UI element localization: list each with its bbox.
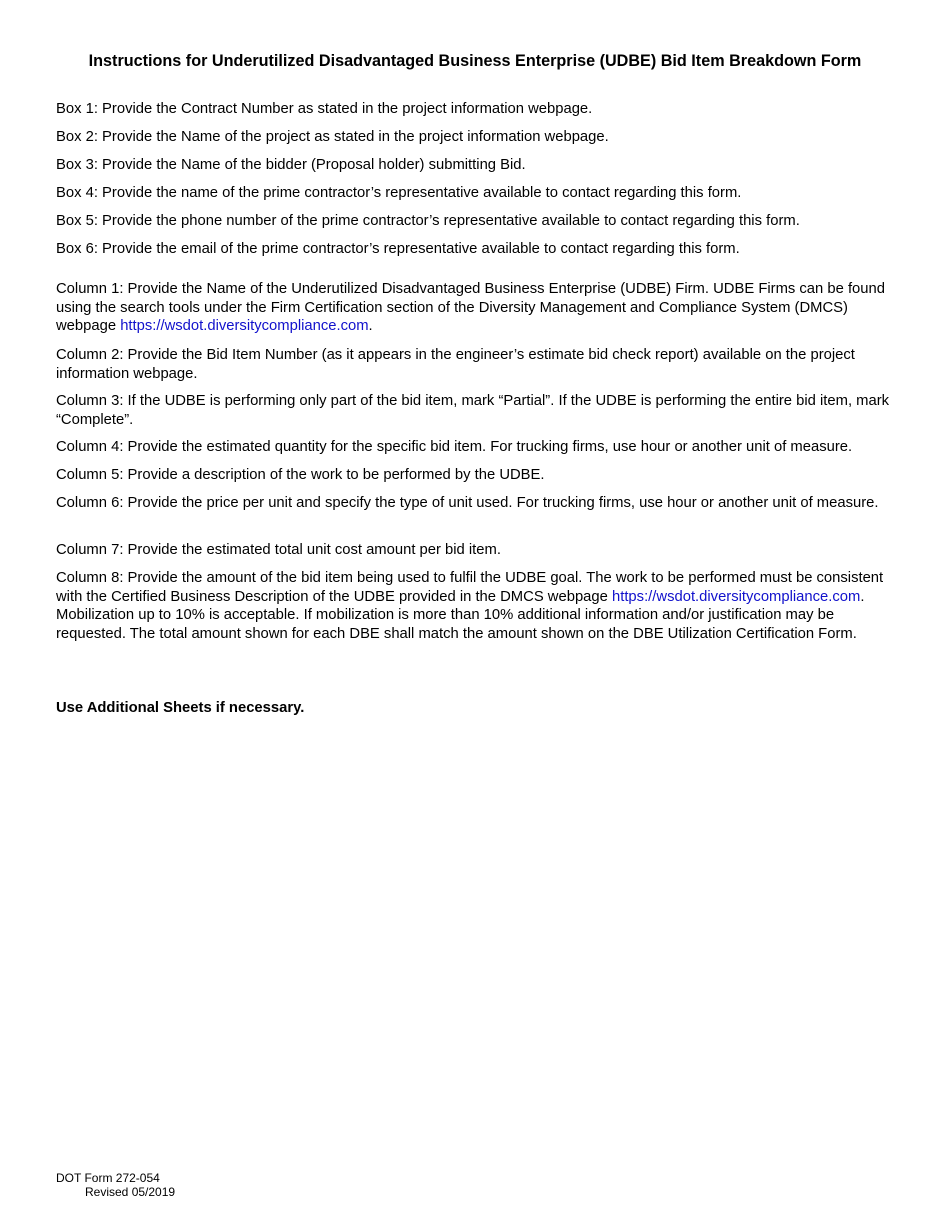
column-6-instruction: Column 6: Provide the price per unit and specify the type of unit used. For trucking firms, use hour or another unit of measure. [56,495,879,511]
column-8-text: Column 8: Provide the amount of the bid item being used to fulfil the UDBE goal. The work to be performed must be consistent with the Certified Business Description of the UDBE provided in the DMCS webpage [56,570,884,605]
column-3-instruction: Column 3: If the UDBE is performing only part of the bid item, mark “Partial”. If the UDBE is performing the entire bid item, mark “Complete”. [56,393,890,428]
column-8-instruction [56,569,906,643]
column-2-instruction: Column 2: Provide the Bid Item Number (as it appears in the engineer’s estimate bid check report) available on the project information webpage. [56,347,855,382]
form-footer [56,1171,175,1199]
column-1-instruction [56,280,906,336]
additional-sheets-note: Use Additional Sheets if necessary. [56,700,305,716]
box-4-instruction: Box 4: Provide the name of the prime contractor’s representative available to contact regarding this form. [56,185,742,201]
box-5-instruction: Box 5: Provide the phone number of the prime contractor’s representative available to contact regarding this form. [56,213,800,229]
box-1-instruction: Box 1: Provide the Contract Number as stated in the project information webpage. [56,101,593,117]
column-4-instruction: Column 4: Provide the estimated quantity for the specific bid item. For trucking firms, use hour or another unit of measure. [56,439,853,455]
page-title: Instructions for Underutilized Disadvantaged Business Enterprise (UDBE) Bid Item Breakdown Form [88,52,862,70]
column-5-instruction: Column 5: Provide a description of the work to be performed by the UDBE. [56,467,545,483]
revision-date: Revised 05/2019 [85,1185,176,1199]
form-number: DOT Form 272-054 [56,1171,160,1185]
column-8-end: . Mobilization up to 10% is acceptable. If mobilization is more than 10% additional information and/or justification may be requested. The total amount shown for each DBE shall match the amount shown on the DBE Utilization Certification Form. [56,588,865,642]
box-3-instruction: Box 3: Provide the Name of the bidder (Proposal holder) submitting Bid. [56,157,526,173]
column-1-text: Column 1: Provide the Name of the Underutilized Disadvantaged Business Enterprise (UDBE) Firm. UDBE Firms can be found using the search tools under the Firm Certification section of the Diversity Management and Compliance System (DMCS) webpage [56,281,885,335]
column-7-instruction: Column 7: Provide the estimated total unit cost amount per bid item. [56,542,501,558]
dmcs-link[interactable]: https://wsdot.diversitycompliance.com [120,318,369,335]
dmcs-link-2[interactable]: https://wsdot.diversitycompliance.com [611,588,861,605]
box-2-instruction: Box 2: Provide the Name of the project as stated in the project information webpage. [56,129,609,145]
box-6-instruction: Box 6: Provide the email of the prime contractor’s representative available to contact regarding this form. [56,241,740,257]
column-1-end: . [368,318,373,335]
